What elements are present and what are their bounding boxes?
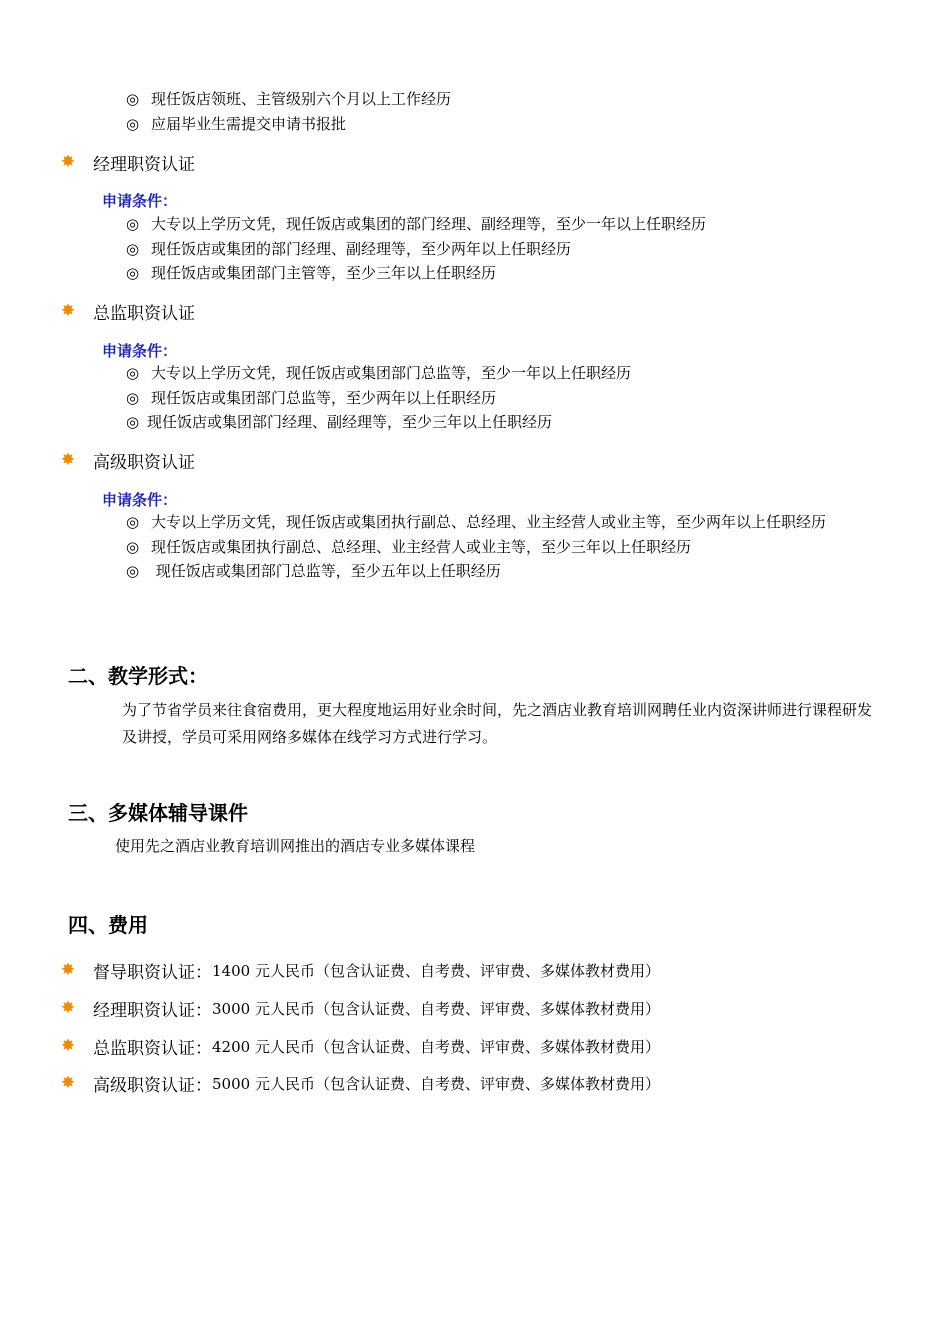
list-item: ◎ 现任饭店或集团部门总监等，至少五年以上任职经历 bbox=[126, 559, 886, 584]
multimedia-heading: 三、多媒体辅导课件 bbox=[68, 801, 248, 825]
fee-row: ✸ 总监职资认证： 4200 元人民币（包含认证费、自考费、评审费、多媒体教材费用） bbox=[60, 1036, 660, 1059]
teaching-paragraph: 为了节省学员来往食宿费用，更大程度地运用好业余时间，先之酒店业教育培训网聘任业内资深讲师进行课程研发及讲授，学员可采用网络多媒体在线学习方式进行学习。 bbox=[122, 701, 873, 746]
star-bullet-icon: ✸ bbox=[60, 1073, 76, 1093]
manager-heading: ✸ 经理职资认证 bbox=[60, 152, 195, 175]
star-bullet-icon: ✸ bbox=[60, 960, 76, 980]
list-item: ◎ 现任饭店或集团的部门经理、副经理等，至少两年以上任职经历 bbox=[126, 237, 706, 262]
senior-heading: ✸ 高级职资认证 bbox=[60, 450, 195, 473]
list-item: ◎ 现任饭店或集团部门主管等，至少三年以上任职经历 bbox=[126, 261, 706, 286]
fees-heading: 四、费用 bbox=[68, 913, 148, 937]
condition-label: 申请条件： bbox=[102, 491, 178, 509]
circle-bullet-icon: ◎ bbox=[126, 537, 140, 556]
circle-bullet-icon: ◎ bbox=[126, 114, 140, 133]
senior-conditions bbox=[126, 510, 886, 584]
list-item: ◎ 现任饭店或集团部门总监等，至少两年以上任职经历 bbox=[126, 386, 631, 411]
fee-row: ✸ 督导职资认证： 1400 元人民币（包含认证费、自考费、评审费、多媒体教材费用） bbox=[60, 960, 660, 983]
list-item: ◎ 大专以上学历文凭，现任饭店或集团执行副总、总经理、业主经营人或业主等，至少两年以上任职经历 bbox=[126, 510, 886, 535]
condition-label: 申请条件： bbox=[102, 342, 178, 360]
circle-bullet-icon: ◎ bbox=[126, 364, 140, 382]
star-bullet-icon: ✸ bbox=[60, 1036, 76, 1056]
director-conditions bbox=[126, 361, 631, 435]
circle-bullet-icon: ◎ bbox=[126, 413, 140, 431]
teaching-heading: 二、教学形式： bbox=[68, 664, 208, 688]
circle-bullet-icon: ◎ bbox=[126, 562, 140, 580]
list-item: ◎ 现任饭店或集团执行副总、总经理、业主经营人或业主等，至少三年以上任职经历 bbox=[126, 535, 886, 560]
multimedia-paragraph: 使用先之酒店业教育培训网推出的酒店专业多媒体课程 bbox=[115, 837, 476, 855]
list-item: ◎ 应届毕业生需提交申请书报批 bbox=[126, 112, 451, 137]
list-item: ◎ 大专以上学历文凭，现任饭店或集团部门总监等，至少一年以上任职经历 bbox=[126, 361, 631, 386]
circle-bullet-icon: ◎ bbox=[126, 90, 140, 108]
list-item: ◎ 大专以上学历文凭，现任饭店或集团的部门经理、副经理等，至少一年以上任职经历 bbox=[126, 212, 706, 237]
star-bullet-icon: ✸ bbox=[60, 152, 76, 172]
director-heading: ✸ 总监职资认证 bbox=[60, 301, 195, 324]
circle-bullet-icon: ◎ bbox=[126, 264, 140, 282]
star-bullet-icon: ✸ bbox=[60, 301, 76, 321]
circle-bullet-icon: ◎ bbox=[126, 215, 140, 233]
circle-bullet-icon: ◎ bbox=[126, 388, 140, 407]
fee-row: ✸ 高级职资认证： 5000 元人民币（包含认证费、自考费、评审费、多媒体教材费用） bbox=[60, 1073, 660, 1096]
star-bullet-icon: ✸ bbox=[60, 450, 76, 470]
fee-row: ✸ 经理职资认证： 3000 元人民币（包含认证费、自考费、评审费、多媒体教材费用） bbox=[60, 998, 660, 1021]
list-item: ◎ 现任饭店或集团部门经理、副经理等，至少三年以上任职经历 bbox=[126, 410, 631, 435]
circle-bullet-icon: ◎ bbox=[126, 239, 140, 258]
list-item: ◎ 现任饭店领班、主管级别六个月以上工作经历 bbox=[126, 87, 451, 112]
manager-conditions bbox=[126, 212, 706, 286]
intro-list bbox=[126, 87, 451, 136]
circle-bullet-icon: ◎ bbox=[126, 513, 140, 531]
star-bullet-icon: ✸ bbox=[60, 998, 76, 1018]
condition-label: 申请条件： bbox=[102, 192, 178, 210]
